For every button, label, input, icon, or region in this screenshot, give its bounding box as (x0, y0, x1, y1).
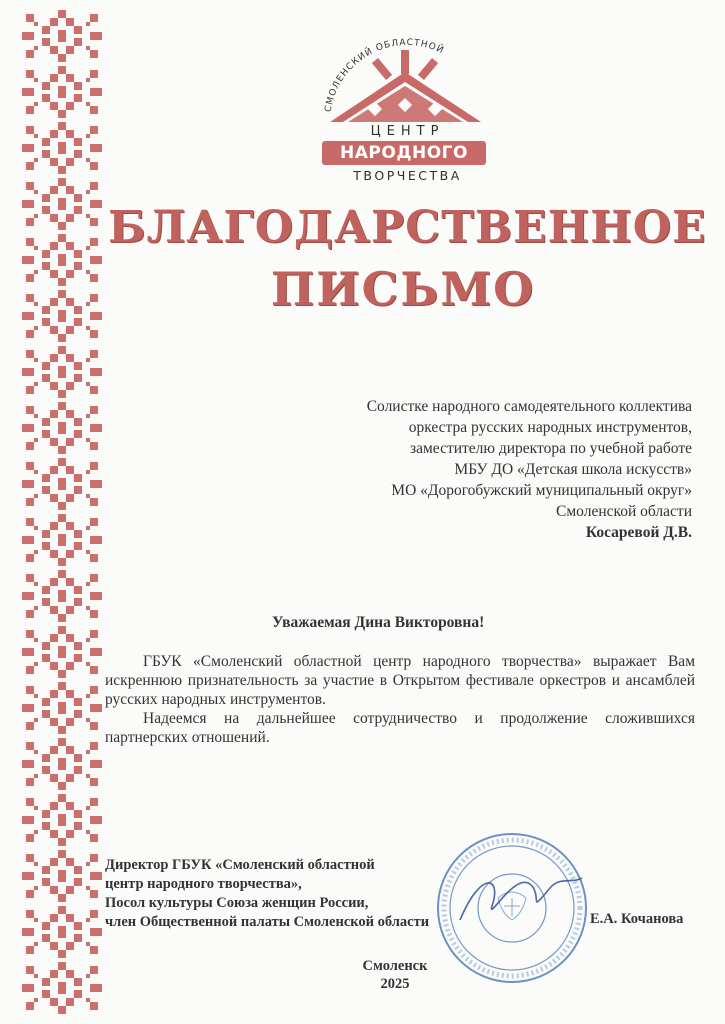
city: Смоленск (362, 958, 428, 974)
signature-block (105, 856, 485, 932)
logo-arc-text: СМОЛЕНСКИЙ ОБЛАСТНОЙ (323, 37, 446, 113)
signature-line: член Общественной палаты Смоленской области (105, 914, 430, 930)
title-line-1: БЛАГОДАРСТВЕННОЕ (108, 202, 707, 253)
signature-line: центр народного творчества», (105, 876, 302, 892)
ornamental-border (22, 8, 102, 1016)
addressee-line: Солистке народного самодеятельного коллектива (366, 398, 692, 415)
letter-body (105, 652, 695, 747)
title-line-2: ПИСЬМО (270, 262, 536, 316)
logo-line-narodnogo: НАРОДНОГО (322, 141, 486, 165)
greeting: Уважаемая Дина Викторовна! (272, 614, 485, 631)
signer-name: Е.А. Кочанова (590, 911, 684, 927)
signature-line: Посол культуры Союза женщин России, (105, 895, 369, 911)
addressee-line: Смоленской области (556, 503, 692, 520)
body-paragraph-1: ГБУК «Смоленский областной центр народного творчества» выражает Вам искреннюю признательность за участие в Открытом фестивале оркестров и ансамблей русских народных инструментов. (105, 653, 695, 708)
addressee-line: заместителю директора по учебной работе (410, 440, 692, 457)
addressee-line: оркестра русских народных инструментов, (408, 419, 692, 436)
addressee-line: МБУ ДО «Детская школа искусств» (454, 461, 692, 478)
addressee-block (252, 396, 692, 543)
signature-line: Директор ГБУК «Смоленский областной (105, 857, 375, 873)
place-and-year (330, 957, 460, 993)
addressee-name: Косаревой Д.В. (585, 524, 692, 541)
year: 2025 (380, 976, 410, 992)
body-paragraph-2: Надеемся на дальнейшее сотрудничество и продолжение сложившихся партнерских отношений. (105, 710, 695, 746)
logo-line-tvorchestva: ТВОРЧЕСТВА (353, 168, 462, 183)
addressee-line: МО «Дорогобужский муниципальный округ» (391, 482, 692, 499)
logo-line-centr: ЦЕНТР (370, 124, 445, 139)
